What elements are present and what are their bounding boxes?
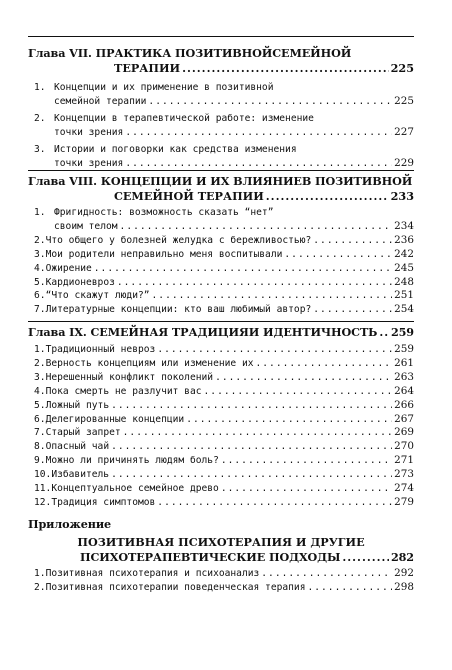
page-number: 234 xyxy=(394,219,414,232)
dot-leader xyxy=(261,568,392,581)
chapter-title xyxy=(28,46,414,61)
page-number: 248 xyxy=(394,275,414,288)
dot-leader xyxy=(117,277,392,290)
dot-leader xyxy=(120,221,393,234)
entry-text: точки зрения xyxy=(54,126,124,138)
entry-text: Традиция симптомов xyxy=(51,496,156,508)
entry-text: Литературные концепции: кто ваш любимый автор? xyxy=(45,304,312,316)
list-item xyxy=(28,113,414,126)
entry-text: Позитивная психотерапия и психоанализ xyxy=(45,568,260,579)
entry-text: Опасный чай xyxy=(45,441,110,453)
entry-text: Делегированные концепции xyxy=(45,413,185,425)
page-number: 292 xyxy=(394,567,414,579)
entry-text: Мои родители неправильно меня воспитывали xyxy=(45,248,283,260)
page-number: 225 xyxy=(390,61,414,75)
page-number: 269 xyxy=(394,426,414,439)
page-number: 245 xyxy=(394,261,414,274)
list-item-cont xyxy=(28,157,414,171)
entry-text: ТЕРАПИИ xyxy=(114,61,181,75)
list-item-cont xyxy=(28,126,414,140)
entry-text: Приложение xyxy=(28,517,112,531)
page-number: 233 xyxy=(390,189,414,203)
dot-leader xyxy=(111,400,392,413)
page-number: 236 xyxy=(394,233,414,246)
page-number: 282 xyxy=(390,550,414,564)
dot-leader xyxy=(152,290,393,303)
appendix xyxy=(28,517,414,595)
chapter-rule xyxy=(28,321,414,322)
item-number: 2. xyxy=(34,234,46,246)
item-number: 6. xyxy=(34,290,46,302)
page-number: 266 xyxy=(394,398,414,411)
entry-text: Кардионевроз xyxy=(45,276,115,288)
chapter-rule xyxy=(28,170,414,171)
dot-leader xyxy=(157,344,392,357)
dot-leader xyxy=(313,235,392,248)
entry-text: Избавитель xyxy=(51,469,110,481)
page-number: 271 xyxy=(394,454,414,467)
list-item xyxy=(28,303,414,317)
appendix-title: ПОЗИТИВНАЯ ПСИХОТЕРАПИЯ И ДРУГИЕ xyxy=(77,535,365,549)
page-number: 264 xyxy=(394,384,414,397)
list-item xyxy=(28,426,414,440)
item-number: 3. xyxy=(34,248,46,260)
item-number: 4. xyxy=(34,385,46,397)
list-item-cont xyxy=(28,220,414,234)
item-number: 1. xyxy=(34,207,46,218)
page-number: 259 xyxy=(390,325,414,339)
item-number: 12. xyxy=(34,496,52,508)
dot-leader xyxy=(111,441,392,454)
page-number: 267 xyxy=(394,412,414,425)
item-number: 10. xyxy=(34,469,52,481)
list-item xyxy=(28,496,414,510)
list-item xyxy=(28,581,414,595)
chapter-9 xyxy=(28,325,414,510)
entry-text: Можно ли причинять людям боль? xyxy=(45,455,219,467)
list-item xyxy=(28,343,414,357)
item-number: 1. xyxy=(34,568,46,579)
dot-leader xyxy=(148,96,392,109)
dot-leader xyxy=(284,249,392,262)
entry-text: Нерешенный конфликт поколений xyxy=(45,371,214,383)
list-item xyxy=(28,207,414,220)
list-item xyxy=(28,276,414,290)
item-number: 5. xyxy=(34,399,46,411)
page-number: 227 xyxy=(394,125,414,138)
item-number: 1. xyxy=(34,344,46,355)
entry-text: Ложный путь xyxy=(45,399,110,411)
list-item xyxy=(28,262,414,276)
entry-text: Старый запрет xyxy=(45,427,121,439)
item-number: 7. xyxy=(34,427,46,439)
entry-text: СЕМЕЙНОЙ ТЕРАПИИ xyxy=(114,189,264,203)
list-item xyxy=(28,440,414,454)
dot-leader xyxy=(221,455,392,468)
page-number: 251 xyxy=(394,289,414,302)
chapter-title-cont xyxy=(28,189,414,204)
list-item xyxy=(28,567,414,581)
list-item xyxy=(28,385,414,399)
dot-leader xyxy=(111,469,392,482)
page-number: 279 xyxy=(394,495,414,508)
page-number: 229 xyxy=(394,156,414,169)
entry-text: семейной терапии xyxy=(54,95,147,107)
list-item xyxy=(28,468,414,482)
item-number: 9. xyxy=(34,455,46,467)
list-item xyxy=(28,82,414,95)
list-item xyxy=(28,454,414,468)
list-item xyxy=(28,234,414,248)
entry-text: Концептуальное семейное древо xyxy=(51,483,219,495)
page-number: 263 xyxy=(394,370,414,383)
item-number: 3. xyxy=(34,143,46,155)
dot-leader xyxy=(123,427,393,440)
page-number: 259 xyxy=(394,343,414,355)
entry-text: Ожирение xyxy=(45,262,92,274)
entry-text: Истории и поговорки как средства изменения xyxy=(54,143,297,155)
page-number: 225 xyxy=(394,94,414,107)
page-number: 261 xyxy=(394,356,414,369)
entry-text: Глава VIII. КОНЦЕПЦИИ И ИХ ВЛИЯНИЕВ ПОЗИТИВНОЙ xyxy=(28,174,413,188)
entry-text: Традиционный невроз xyxy=(45,344,156,355)
page-number: 274 xyxy=(394,482,414,495)
entry-text: Глава VII. ПРАКТИКА ПОЗИТИВНОЙСЕМЕЙНОЙ xyxy=(28,46,352,60)
list-item xyxy=(28,413,414,427)
item-number: 3. xyxy=(34,371,46,383)
entry-text: Верность концепциям или изменение их xyxy=(45,357,254,369)
item-number: 7. xyxy=(34,304,46,316)
entry-text: Концепции в терапевтической работе: изменение xyxy=(54,112,314,124)
list-item xyxy=(28,248,414,262)
chapter-title-cont xyxy=(28,61,414,76)
appendix-title-cont xyxy=(28,550,414,565)
entry-text: ПСИХОТЕРАПЕВТИЧЕСКИЕ ПОДХОДЫ xyxy=(80,550,341,564)
top-rule xyxy=(28,36,414,37)
dot-leader xyxy=(215,372,392,385)
item-number: 5. xyxy=(34,276,46,288)
dot-leader xyxy=(266,189,389,204)
list-item-cont xyxy=(28,95,414,109)
entry-text: своим телом xyxy=(54,220,118,232)
item-number: 1. xyxy=(34,82,46,93)
item-number: 2. xyxy=(34,581,46,593)
item-number: 2. xyxy=(34,112,46,124)
list-item xyxy=(28,482,414,496)
entry-text: “Что скажут люди?” xyxy=(45,290,150,302)
page-number: 254 xyxy=(394,303,414,316)
entry-text: Концепции и их применение в позитивной xyxy=(54,82,274,93)
dot-leader xyxy=(313,304,392,317)
item-number: 11. xyxy=(34,483,52,495)
dot-leader xyxy=(125,127,392,140)
entry-text: Позитивная психотерапии поведенческая терапия xyxy=(45,581,306,593)
item-number: 4. xyxy=(34,262,46,274)
entry-text: Что общего у болезней желудка с бережливостью? xyxy=(45,234,312,246)
chapter-title xyxy=(28,325,414,340)
dot-leader xyxy=(379,325,389,340)
entry-text: Глава IX. СЕМЕЙНАЯ ТРАДИЦИЯИ ИДЕНТИЧНОСТЬ xyxy=(28,325,378,339)
page-number: 273 xyxy=(394,468,414,481)
page-number: 242 xyxy=(394,247,414,260)
chapter-7 xyxy=(28,46,414,170)
dot-leader xyxy=(94,263,392,276)
dot-leader xyxy=(342,550,389,565)
page-number: 270 xyxy=(394,440,414,453)
dot-leader xyxy=(307,582,392,595)
chapter-title xyxy=(28,174,414,189)
dot-leader xyxy=(221,483,392,496)
dot-leader xyxy=(186,414,392,427)
entry-text: Пока смерть не разлучит вас xyxy=(45,385,202,397)
item-number: 8. xyxy=(34,441,46,453)
dot-leader xyxy=(182,61,389,76)
chapter-8 xyxy=(28,174,414,317)
list-item xyxy=(28,399,414,413)
dot-leader xyxy=(256,358,393,371)
list-item xyxy=(28,289,414,303)
item-number: 6. xyxy=(34,413,46,425)
dot-leader xyxy=(125,158,392,171)
appendix-label xyxy=(28,517,414,532)
page-number: 298 xyxy=(394,580,414,593)
dot-leader xyxy=(204,386,393,399)
entry-text: точки зрения xyxy=(54,157,124,169)
item-number: 2. xyxy=(34,357,46,369)
entry-text: Фригидность: возможность сказать “нет” xyxy=(54,207,274,218)
dot-leader xyxy=(157,497,392,510)
list-item xyxy=(28,357,414,371)
list-item xyxy=(28,371,414,385)
list-item xyxy=(28,144,414,157)
